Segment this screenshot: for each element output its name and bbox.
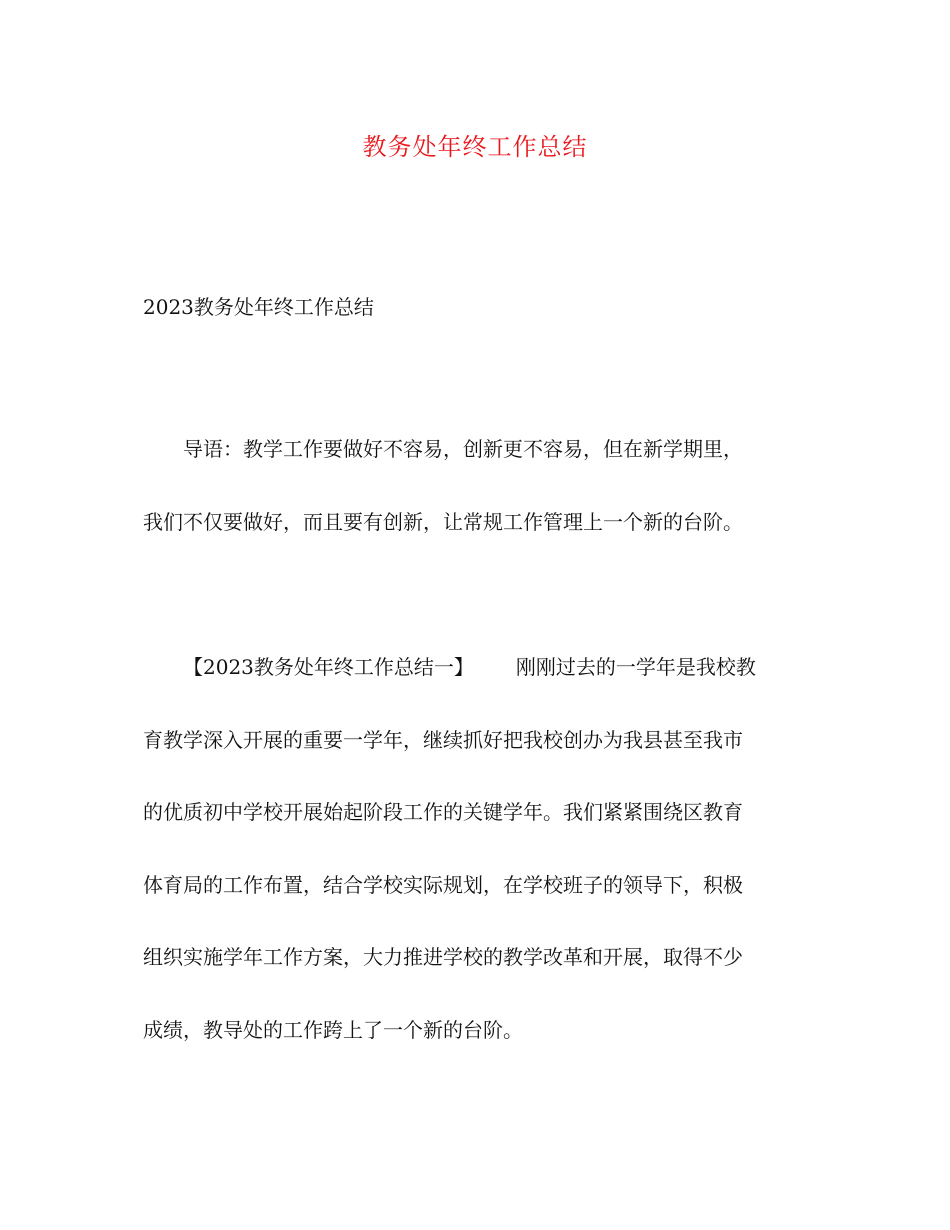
document-subtitle: 2023教务处年终工作总结 [143, 295, 374, 319]
section-line: 成绩，教导处的工作跨上了一个新的台阶。 [143, 1017, 523, 1042]
section-line: 的优质初中学校开展始起阶段工作的关键学年。我们紧紧围绕区教育 [143, 800, 743, 825]
section-line: 组织实施学年工作方案，大力推进学校的教学改革和开展，取得不少 [143, 945, 743, 970]
section-heading: 【2023教务处年终工作总结一】 [183, 655, 474, 679]
intro-line: 导语：教学工作要做好不容易，创新更不容易，但在新学期里， [183, 437, 743, 461]
section-line: 体育局的工作布置，结合学校实际规划，在学校班子的领导下，积极 [143, 872, 743, 897]
section-line: 育教学深入开展的重要一学年，继续抓好把我校创办为我县甚至我市 [143, 727, 743, 752]
section-first-line [143, 652, 803, 725]
section-first-line-text: 刚刚过去的一学年是我校教 [515, 655, 756, 679]
section-one-paragraph [143, 652, 803, 1088]
intro-paragraph [143, 434, 803, 579]
intro-line: 我们不仅要做好，而且要有创新，让常规工作管理上一个新的台阶。 [143, 509, 743, 534]
document-title: 教务处年终工作总结 [362, 133, 588, 161]
